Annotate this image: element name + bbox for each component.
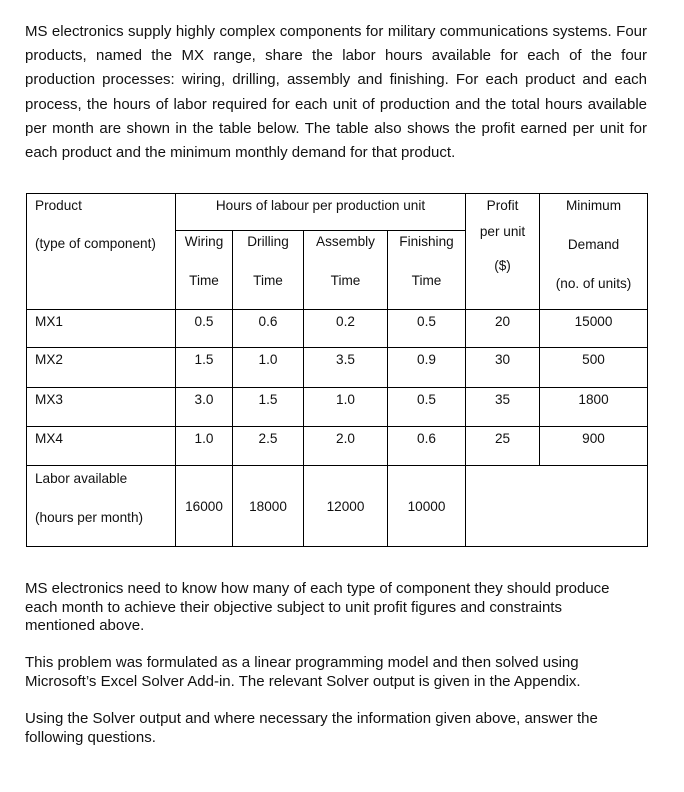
drilling-cell: 1.0 [233, 348, 304, 388]
assembly-cell: 1.0 [304, 388, 388, 427]
finishing-labor-cell: 10000 [388, 466, 466, 547]
wiring-labor-cell: 16000 [176, 466, 233, 547]
wiring-cell: 1.5 [176, 348, 233, 388]
drilling-cell: 0.6 [233, 310, 304, 348]
profit-cell: 25 [466, 427, 540, 466]
product-header-line1: Product [35, 198, 82, 213]
demand-header-line1: Minimum [565, 198, 622, 213]
assembly-labor-cell: 12000 [304, 466, 388, 547]
table-header-row [27, 194, 648, 231]
intro-line: per unit for each product and the minimum monthly demand for that product. [25, 119, 647, 162]
profit-cell: 35 [466, 388, 540, 427]
paragraph-line: This problem was formulated as a linear programming model and then solved using [25, 654, 579, 671]
finishing-cell: 0.5 [388, 310, 466, 348]
table-row [27, 348, 648, 388]
wiring-header-name: Wiring [184, 234, 224, 249]
intro-line: MS electronics supply highly complex components for military communications systems. [25, 23, 617, 40]
intro-line: process, the hours of labor required for each unit of production and the total hours [25, 95, 588, 113]
profit-header-line1: Profit [486, 198, 519, 213]
drilling-header-sub: Time [253, 273, 283, 288]
wiring-header [176, 231, 233, 310]
labor-hours-table [26, 193, 648, 547]
demand-header-line3: (no. of units) [555, 276, 632, 291]
profit-cell: 30 [466, 348, 540, 388]
paragraph-line: Using the Solver output and where necessary the information given above, answer the [25, 710, 598, 727]
wiring-cell: 0.5 [176, 310, 233, 348]
paragraph-line: Microsoft’s Excel Solver Add-in. The relevant Solver output is given in the Appendix. [25, 672, 581, 690]
wiring-cell: 3.0 [176, 388, 233, 427]
assembly-header-name: Assembly [316, 234, 375, 249]
drilling-header [233, 231, 304, 310]
wiring-cell: 1.0 [176, 427, 233, 466]
drilling-cell: 1.5 [233, 388, 304, 427]
finishing-cell: 0.6 [388, 427, 466, 466]
intro-line: production processes: wiring, drilling, assembly and finishing. For each product and each [25, 71, 647, 89]
intro-paragraph [25, 20, 647, 165]
drilling-cell: 2.5 [233, 427, 304, 466]
assembly-cell: 3.5 [304, 348, 388, 388]
table-row [27, 427, 648, 466]
assembly-header [304, 231, 388, 310]
labor-label-cell [27, 466, 176, 547]
demand-cell: 500 [540, 348, 648, 388]
product-cell: MX4 [27, 427, 176, 466]
labor-label-line2: (hours per month) [35, 510, 144, 525]
assembly-cell: 0.2 [304, 310, 388, 348]
demand-cell: 1800 [540, 388, 648, 427]
product-cell: MX1 [27, 310, 176, 348]
paragraph-line: MS electronics need to know how many of each type of component they should produce [25, 580, 610, 597]
paragraph-line: following questions. [25, 728, 156, 746]
demand-cell: 15000 [540, 310, 648, 348]
intro-line: Four products, named the MX range, share the labor hours available for each of the four [25, 23, 647, 65]
labor-label-line1: Labor available [35, 471, 128, 486]
product-cell: MX2 [27, 348, 176, 388]
product-header [27, 194, 176, 310]
table-row [27, 388, 648, 427]
wiring-header-sub: Time [189, 273, 219, 288]
solver-paragraph [25, 654, 650, 691]
demand-header [540, 194, 648, 310]
paragraph-line: each month to achieve their objective subject to unit profit figures and constraints [25, 598, 562, 616]
paragraph-line: mentioned above. [25, 617, 145, 634]
hours-header [176, 194, 466, 231]
assembly-header-sub: Time [330, 273, 361, 288]
product-cell: MX3 [27, 388, 176, 427]
hours-header-title: Hours of labour per production unit [215, 198, 426, 213]
demand-cell: 900 [540, 427, 648, 466]
profit-header-line2: per unit [479, 224, 526, 239]
empty-cell [466, 466, 648, 547]
finishing-cell: 0.5 [388, 388, 466, 427]
instructions-paragraph [25, 710, 650, 747]
profit-cell: 20 [466, 310, 540, 348]
profit-header [466, 194, 540, 310]
product-header-line2: (type of component) [35, 236, 156, 251]
drilling-header-name: Drilling [247, 234, 289, 249]
demand-header-line2: Demand [567, 237, 620, 252]
finishing-header [388, 231, 466, 310]
profit-header-line3: ($) [494, 258, 511, 273]
drilling-labor-cell: 18000 [233, 466, 304, 547]
finishing-header-name: Finishing [399, 234, 454, 249]
table-row [27, 310, 648, 348]
finishing-cell: 0.9 [388, 348, 466, 388]
finishing-header-sub: Time [411, 273, 442, 288]
objective-paragraph [25, 580, 650, 636]
labor-available-row [27, 466, 648, 547]
assembly-cell: 2.0 [304, 427, 388, 466]
intro-line: available per month are shown in the table below. The table also shows the profit earned [25, 95, 647, 137]
